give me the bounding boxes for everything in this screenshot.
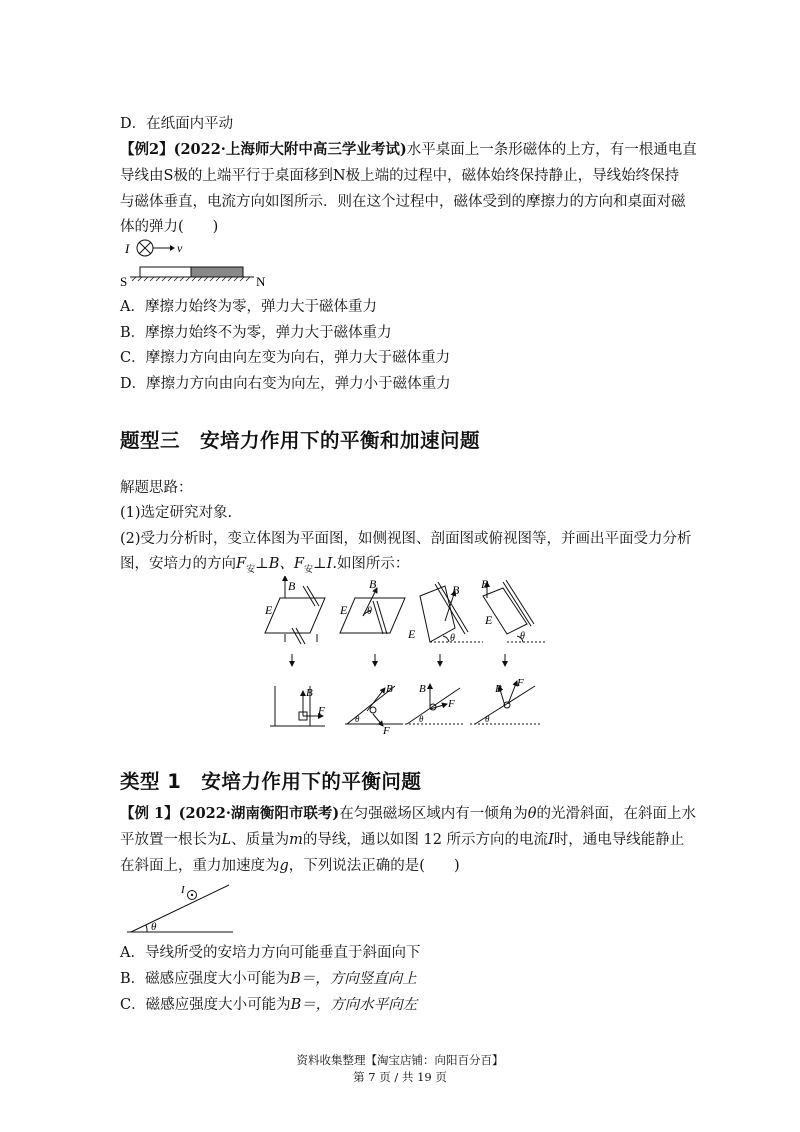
fig-current-label: I [125,241,130,256]
fig3-2d-theta-label: θ [419,714,424,724]
example1-option-c: C．磁感应强度大小可能为B＝，方向水平向左 [120,997,418,1013]
prev-option-d: D．在纸面内平动 [120,116,234,132]
example2-line2: 导线由S极的上端平行于桌面移到N极上端的过程中，磁体始终保持静止，导线始终保持 [120,168,680,184]
example2-tag: 【例2】 [120,141,174,158]
fig1-2d-b-label: B [306,687,313,699]
fig4-2d-theta-label: θ [485,714,490,724]
fig1-2d-f-label: F [318,705,325,717]
fig2-2d-f-label: F [383,725,390,734]
example1-option-b: B．磁感应强度大小可能为B＝，方向竖直向上 [120,971,417,987]
magnet-s-half [140,267,191,277]
example2-option-c: C．摩擦力方向由向左变为向右，弹力大于磁体重力 [120,350,451,366]
fig2-e-label: E [340,603,348,617]
example2-option-b: B．摩擦力始终不为零，弹力大于磁体重力 [120,325,392,341]
fig4-b-label: B [481,577,489,591]
fig3-2d-f-label: F [448,698,455,710]
example2-line3: 与磁体垂直，电流方向如图所示．则在这个过程中，磁体受到的摩擦力的方向和桌面对磁 [120,194,686,210]
fig4-2d-f-label: F [517,677,524,689]
table-hatching [132,277,250,281]
fig-velocity-label: v [177,241,183,255]
example1-line1: 【例 1】(2022·湖南衡阳市联考)在匀强磁场区域内有一倾角为θ的光滑斜面，在斜面上水 [120,805,697,822]
method-step1: (1)选定研究对象. [120,505,233,521]
fig1-e-label: E [265,603,273,617]
magnet-n-half [191,267,243,277]
fig4-e-label: E [485,613,493,627]
fig1-b-label: B [288,579,296,593]
example1-line2: 平放置一根长为L、质量为m的导线，通以如图 12 所示方向的电流I时，通电导线能静止 [120,832,685,848]
fig2-2d-b-label: B [386,683,393,695]
fig2-theta-label: θ [367,606,372,617]
example1-option-a: A．导线所受的安培力方向可能垂直于斜面向下 [120,945,421,961]
fig4-2d-b-label: B [495,683,502,695]
fig2-2d-theta-label: θ [355,714,360,724]
fig3-theta-label: θ [450,633,455,644]
fig3-2d-b-label: B [419,683,426,695]
footer-source: 资料收集整理【淘宝店铺：向阳百分百】 [296,1053,504,1067]
fig-s-label: S [120,274,128,289]
down-arrows [292,654,505,666]
fig4-3d [483,580,545,642]
example1-line3: 在斜面上，重力加速度为g，下列说法正确的是( ) [120,858,460,874]
example2-source: (2022·上海师大附中高三学业考试) [173,141,407,158]
incline-current-label: I [181,884,185,896]
fig4-theta-label: θ [520,631,525,642]
example2-option-d: D．摩擦力方向由向右变为向左，弹力小于磁体重力 [120,376,451,392]
fig4-2d [470,681,540,724]
type1-heading: 类型 1 安培力作用下的平衡问题 [120,770,422,793]
force-analysis-figure [255,576,545,734]
example2-option-a: A．摩擦力始终为零，弹力大于磁体重力 [120,299,377,315]
example2-text-1: 水平桌面上一条形磁体的上方，有一根通电直 [406,142,697,158]
method-step2-line1: (2)受力分析时，变立体图为平面图，如侧视图、剖面图或俯视图等，并画出平面受力分析 [120,531,692,547]
example2-line4: 体的弹力( ) [120,219,219,235]
magnet-figure [118,238,278,290]
fig3-2d [405,684,465,724]
footer-page-number: 第 7 页 / 共 19 页 [353,1070,447,1084]
fig2-b-label: B [369,577,377,591]
fig2-3d [340,588,405,634]
fig1-2d [270,686,325,726]
fig2-2d [345,686,403,726]
method-title: 解题思路： [120,480,193,496]
method-step2-line2: 图，安培力的方向$F_安\perp B$、$F_安\perp I$.如图所示： [120,556,410,575]
incline-angle-label: θ [151,921,157,933]
fig3-e-label: E [408,627,416,641]
incline-figure [125,880,237,938]
section3-heading: 题型三 安培力作用下的平衡和加速问题 [120,429,481,452]
example2-line1 [120,139,697,161]
fig-n-label: N [256,274,266,289]
incline-slope [131,885,229,932]
fig3-b-label: B [452,583,460,597]
